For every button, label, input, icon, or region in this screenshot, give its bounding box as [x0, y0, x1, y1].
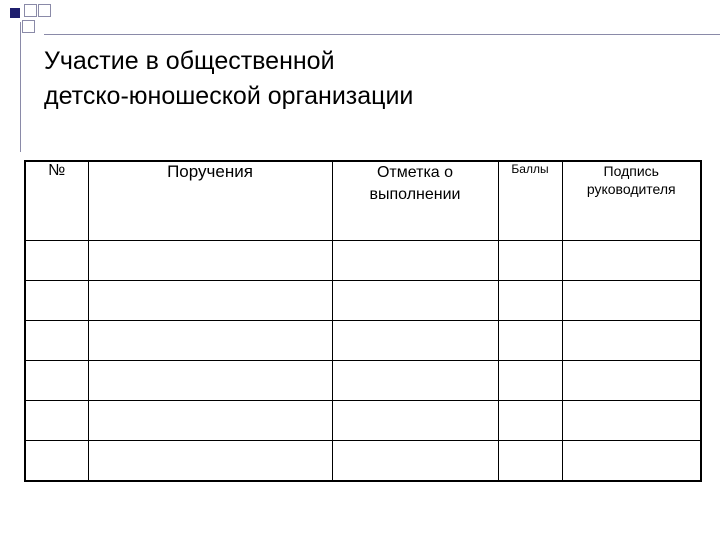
table-cell[interactable] [332, 361, 498, 401]
table-cell[interactable] [562, 281, 701, 321]
table-cell[interactable] [332, 241, 498, 281]
table-cell[interactable] [498, 241, 562, 281]
table-cell[interactable] [562, 321, 701, 361]
table-row [25, 401, 701, 441]
table-cell[interactable] [332, 321, 498, 361]
page-title [44, 44, 684, 114]
table-cell[interactable] [498, 441, 562, 482]
table-cell[interactable] [25, 241, 88, 281]
table-cell[interactable] [25, 281, 88, 321]
table-cell[interactable] [25, 401, 88, 441]
table-cell[interactable] [88, 281, 332, 321]
table-cell[interactable] [562, 441, 701, 482]
table-cell[interactable] [498, 401, 562, 441]
corner-square-icon [10, 8, 20, 18]
table-row [25, 441, 701, 482]
table-header-row [25, 161, 701, 241]
table-cell[interactable] [25, 361, 88, 401]
header-tasks: Поручения [88, 161, 332, 241]
table-cell[interactable] [562, 401, 701, 441]
header-number: № [25, 161, 88, 241]
table-cell[interactable] [88, 321, 332, 361]
header-supervisor-signature: Подпись руководителя [562, 161, 701, 241]
table-cell[interactable] [332, 281, 498, 321]
table-cell[interactable] [25, 441, 88, 482]
table-cell[interactable] [562, 361, 701, 401]
header-completion-mark: Отметка о выполнении [332, 161, 498, 241]
table-cell[interactable] [332, 441, 498, 482]
table-cell[interactable] [88, 441, 332, 482]
header-rule [44, 34, 720, 35]
activity-table [24, 160, 702, 482]
title-line-2: детско-юношеской организации [44, 82, 414, 110]
table-cell[interactable] [332, 401, 498, 441]
corner-square-icon [38, 4, 51, 17]
table-cell[interactable] [498, 321, 562, 361]
table-cell[interactable] [88, 241, 332, 281]
table-row [25, 281, 701, 321]
title-line-1: Участие в общественной [44, 47, 335, 75]
table-cell[interactable] [88, 401, 332, 441]
table-row [25, 241, 701, 281]
corner-square-icon [22, 20, 35, 33]
corner-square-icon [24, 4, 37, 17]
table-cell[interactable] [88, 361, 332, 401]
table-cell[interactable] [498, 281, 562, 321]
header-points: Баллы [498, 161, 562, 241]
side-rule [20, 22, 21, 152]
table-row [25, 321, 701, 361]
table-cell[interactable] [498, 361, 562, 401]
table-cell[interactable] [25, 321, 88, 361]
table-row [25, 361, 701, 401]
table-cell[interactable] [562, 241, 701, 281]
